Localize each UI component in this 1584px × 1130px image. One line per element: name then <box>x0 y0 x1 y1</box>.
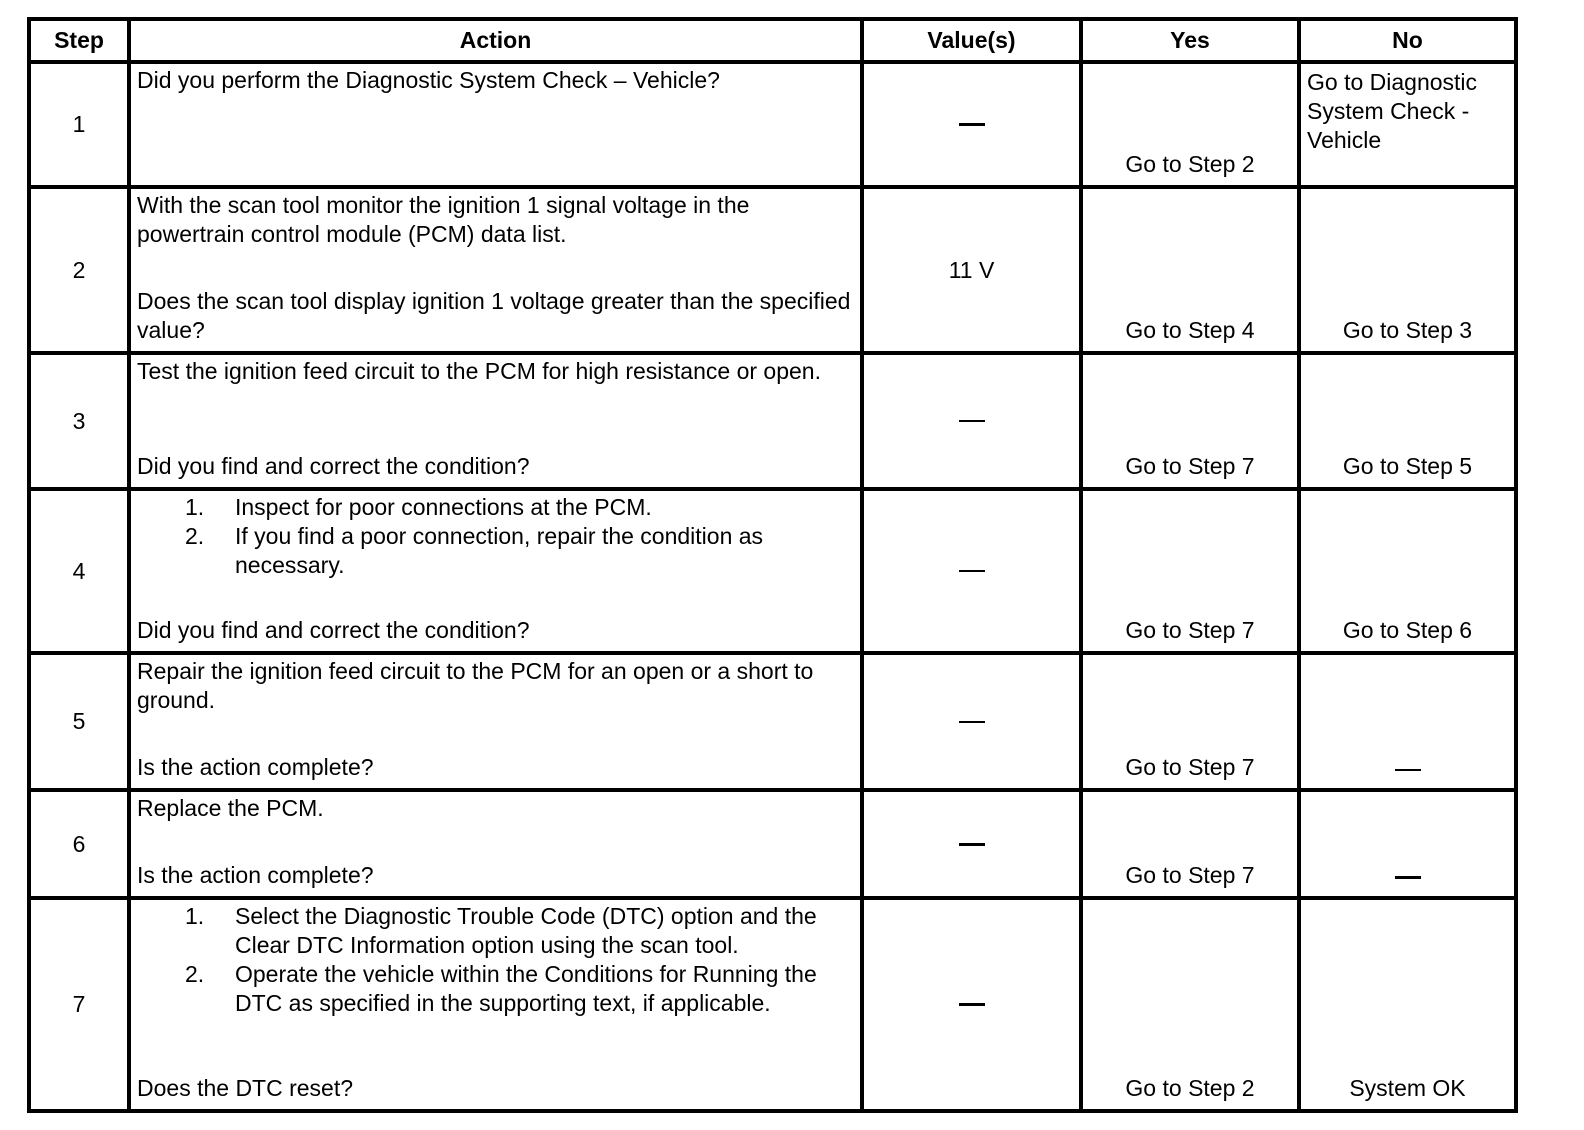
yes-cell: Go to Step 2 <box>1083 64 1301 189</box>
action-text: Repair the ignition feed circuit to the PCM for an open or a short to ground. <box>137 658 814 713</box>
header-action: Action <box>131 21 864 64</box>
action-list <box>137 493 854 580</box>
yes-cell: Go to Step 7 <box>1083 491 1301 655</box>
value-dash <box>959 843 985 846</box>
action-text: With the scan tool monitor the ignition 1 signal voltage in the powertrain control module (PCM) data list. <box>137 192 750 247</box>
step-number: 6 <box>31 792 131 900</box>
action-question: Did you find and correct the condition? <box>137 617 530 643</box>
step-number: 4 <box>31 491 131 655</box>
no-cell: Go to Step 6 <box>1301 491 1514 655</box>
value-cell <box>864 491 1083 655</box>
value-dash <box>959 721 985 723</box>
step-number: 1 <box>31 64 131 189</box>
step-number: 2 <box>31 189 131 355</box>
value-dash <box>959 570 985 572</box>
action-list-item: Select the Diagnostic Trouble Code (DTC) option and the Clear DTC Information option using the scan tool. <box>235 903 817 958</box>
value-cell <box>864 64 1083 189</box>
action-list-item: Operate the vehicle within the Conditions for Running the DTC as specified in the supporting text, if applicable. <box>235 961 817 1016</box>
action-cell <box>131 655 864 792</box>
action-text: Did you perform the Diagnostic System Check – Vehicle? <box>137 67 720 93</box>
yes-cell: Go to Step 7 <box>1083 792 1301 900</box>
value-cell <box>864 792 1083 900</box>
value-dash <box>959 123 985 126</box>
header-yes: Yes <box>1083 21 1301 64</box>
yes-cell: Go to Step 7 <box>1083 655 1301 792</box>
step-number: 7 <box>31 900 131 1109</box>
action-question: Does the DTC reset? <box>137 1075 354 1101</box>
no-cell <box>1301 655 1514 792</box>
action-question: Did you find and correct the condition? <box>137 453 530 479</box>
yes-cell: Go to Step 2 <box>1083 900 1301 1109</box>
no-dash <box>1395 876 1421 879</box>
action-text: Replace the PCM. <box>137 795 324 821</box>
no-cell: Go to Diagnostic System Check - Vehicle <box>1301 64 1514 189</box>
step-number: 3 <box>31 355 131 491</box>
yes-cell: Go to Step 7 <box>1083 355 1301 491</box>
header-values: Value(s) <box>864 21 1083 64</box>
action-cell <box>131 900 864 1109</box>
action-question: Is the action complete? <box>137 862 374 888</box>
no-cell: Go to Step 5 <box>1301 355 1514 491</box>
value-dash <box>959 420 985 422</box>
header-no: No <box>1301 21 1514 64</box>
no-cell <box>1301 792 1514 900</box>
value-cell <box>864 655 1083 792</box>
no-dash <box>1395 769 1421 771</box>
action-cell <box>131 189 864 355</box>
diagnostic-table <box>27 17 1518 1113</box>
no-cell: Go to Step 3 <box>1301 189 1514 355</box>
action-question: Does the scan tool display ignition 1 voltage greater than the specified value? <box>137 288 851 343</box>
action-cell <box>131 491 864 655</box>
value-cell <box>864 900 1083 1109</box>
action-cell <box>131 64 864 189</box>
value-cell: 11 V <box>864 189 1083 355</box>
action-text: Test the ignition feed circuit to the PCM for high resistance or open. <box>137 358 821 384</box>
header-step: Step <box>31 21 131 64</box>
action-list-item: Inspect for poor connections at the PCM. <box>235 494 652 520</box>
value-dash <box>959 1003 985 1006</box>
no-cell: System OK <box>1349 1075 1466 1101</box>
step-number: 5 <box>31 655 131 792</box>
value-cell <box>864 355 1083 491</box>
action-cell <box>131 355 864 491</box>
action-question: Is the action complete? <box>137 754 374 780</box>
action-cell <box>131 792 864 900</box>
yes-cell: Go to Step 4 <box>1083 189 1301 355</box>
action-list-item: If you find a poor connection, repair the condition as necessary. <box>235 523 764 578</box>
action-list <box>137 902 854 1018</box>
